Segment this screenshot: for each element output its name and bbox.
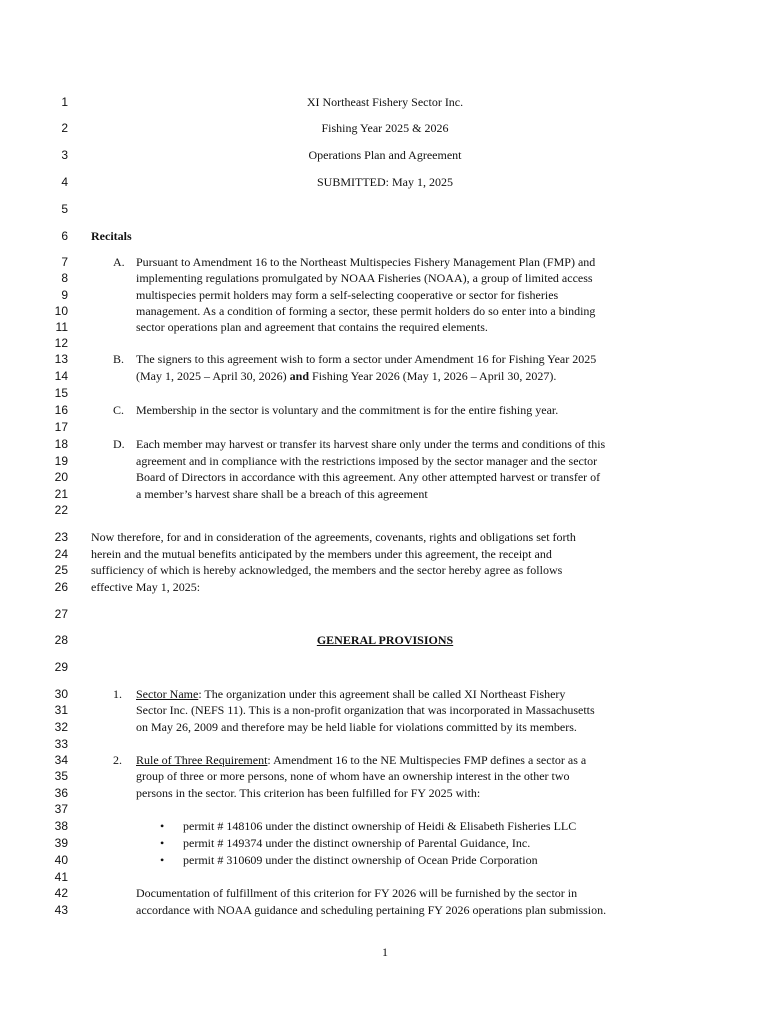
line-number: 37 — [54, 802, 68, 816]
line-number: 24 — [54, 547, 68, 561]
recital-text: (May 1, 2025 – April 30, 2026) — [136, 369, 290, 383]
line-number: 12 — [54, 336, 68, 350]
sector-name-title: XI Northeast Fishery Sector Inc. — [306, 95, 464, 109]
line-number: 14 — [54, 369, 68, 383]
provision-title: Rule of Three Requirement — [136, 753, 268, 767]
provision-line: accordance with NOAA guidance and scheduling pertaining FY 2026 operations plan submission. — [136, 903, 607, 917]
line-number: 34 — [54, 753, 68, 767]
line-number: 23 — [54, 530, 68, 544]
bullet-icon: • — [160, 836, 165, 850]
line-number: 29 — [54, 660, 68, 674]
line-number: 25 — [54, 563, 68, 577]
provision-line: persons in the sector. This criterion has been fulfilled for FY 2025 with: — [136, 786, 481, 800]
provision-line: on May 26, 2009 and therefore may be held liable for violations committed by its members. — [136, 720, 577, 734]
page-number: 1 — [382, 945, 388, 959]
line-number: 19 — [54, 454, 68, 468]
line-number: 11 — [55, 320, 68, 334]
line-number: 8 — [61, 271, 68, 285]
line-number: 41 — [54, 870, 68, 884]
line-number: 7 — [61, 255, 68, 269]
line-number: 42 — [54, 886, 68, 900]
recital-line: agreement and in compliance with the restrictions imposed by the sector manager and the sector — [136, 454, 598, 468]
line-number: 27 — [54, 607, 68, 621]
line-number: 31 — [54, 703, 68, 717]
line-number: 36 — [54, 786, 68, 800]
recital-line: Pursuant to Amendment 16 to the Northeast Multispecies Fishery Management Plan (FMP) and — [136, 255, 596, 269]
permit-item: permit # 310609 under the distinct ownership of Ocean Pride Corporation — [183, 853, 538, 867]
line-number: 5 — [61, 202, 68, 216]
line-number: 35 — [54, 769, 68, 783]
recital-marker: C. — [113, 403, 125, 417]
provision-marker: 1. — [113, 687, 122, 701]
line-number: 4 — [61, 175, 68, 189]
permit-item: permit # 149374 under the distinct ownership of Parental Guidance, Inc. — [183, 836, 531, 850]
recital-marker: B. — [113, 352, 125, 366]
line-number: 16 — [54, 403, 68, 417]
recital-line: implementing regulations promulgated by NOAA Fisheries (NOAA), a group of limited access — [136, 271, 593, 285]
line-number: 17 — [54, 420, 68, 434]
recital-marker: A. — [113, 255, 125, 269]
line-number: 38 — [54, 819, 68, 833]
recital-line: Each member may harvest or transfer its harvest share only under the terms and conditions of this — [136, 437, 606, 451]
line-number: 15 — [54, 386, 68, 400]
operations-plan-title: Operations Plan and Agreement — [308, 148, 462, 162]
bullet-icon: • — [160, 819, 165, 833]
general-provisions-heading: GENERAL PROVISIONS — [316, 633, 454, 647]
line-number: 40 — [54, 853, 68, 867]
paragraph-line: herein and the mutual benefits anticipated by the members under this agreement, the receipt and — [91, 547, 552, 561]
line-number: 39 — [54, 836, 68, 850]
line-number: 22 — [54, 503, 68, 517]
line-number: 30 — [54, 687, 68, 701]
bullet-icon: • — [160, 853, 165, 867]
recital-line: management. As a condition of forming a sector, these permit holders do so enter into a binding — [136, 304, 596, 318]
recital-line: The signers to this agreement wish to form a sector under Amendment 16 for Fishing Year 2025 — [136, 352, 597, 366]
recital-line — [136, 369, 556, 383]
paragraph-line: effective May 1, 2025: — [91, 580, 201, 594]
fishing-year-title: Fishing Year 2025 & 2026 — [321, 121, 449, 135]
provision-text: : Amendment 16 to the NE Multispecies FMP defines a sector as a — [267, 753, 587, 767]
bold-and: and — [289, 369, 310, 383]
line-number: 10 — [54, 304, 68, 318]
line-number: 1 — [61, 95, 68, 109]
submitted-date: SUBMITTED: May 1, 2025 — [317, 175, 453, 189]
paragraph-line: Now therefore, for and in consideration of the agreements, covenants, rights and obligations set forth — [91, 530, 576, 544]
line-number: 6 — [61, 229, 68, 243]
provision-line: Sector Inc. (NEFS 11). This is a non-profit organization that was incorporated in Massachusetts — [136, 703, 595, 717]
line-number: 26 — [54, 580, 68, 594]
recital-line: multispecies permit holders may form a self-selecting cooperative or sector for fisheries — [136, 288, 559, 302]
line-number: 9 — [61, 288, 68, 302]
recital-line: Board of Directors in accordance with this agreement. Any other attempted harvest or transfer of — [136, 470, 601, 484]
recital-line: a member’s harvest share shall be a breach of this agreement — [136, 487, 428, 501]
recital-marker: D. — [113, 437, 125, 451]
provision-marker: 2. — [113, 753, 122, 767]
permit-item: permit # 148106 under the distinct ownership of Heidi & Elisabeth Fisheries LLC — [183, 819, 577, 833]
provision-text: : The organization under this agreement shall be called XI Northeast Fishery — [198, 687, 566, 701]
line-number: 2 — [61, 121, 68, 135]
line-number: 18 — [54, 437, 68, 451]
line-number: 20 — [54, 470, 68, 484]
recital-line: Membership in the sector is voluntary and the commitment is for the entire fishing year. — [136, 403, 559, 417]
line-number: 33 — [54, 737, 68, 751]
provision-line — [136, 687, 565, 701]
line-number: 32 — [54, 720, 68, 734]
recitals-heading: Recitals — [91, 229, 132, 243]
provision-line: group of three or more persons, none of whom have an ownership interest in the other two — [136, 769, 570, 783]
line-number: 21 — [54, 487, 68, 501]
provision-title: Sector Name — [136, 687, 199, 701]
provision-line — [136, 753, 586, 767]
provision-line: Documentation of fulfillment of this criterion for FY 2026 will be furnished by the sector in — [136, 886, 578, 900]
line-number: 43 — [54, 903, 68, 917]
recital-text: Fishing Year 2026 (May 1, 2026 – April 30, 2027). — [309, 369, 557, 383]
recital-line: sector operations plan and agreement that contains the required elements. — [136, 320, 488, 334]
line-number: 13 — [54, 352, 68, 366]
line-number: 28 — [54, 633, 68, 647]
line-number: 3 — [61, 148, 68, 162]
paragraph-line: sufficiency of which is hereby acknowledged, the members and the sector hereby agree as follows — [91, 563, 563, 577]
